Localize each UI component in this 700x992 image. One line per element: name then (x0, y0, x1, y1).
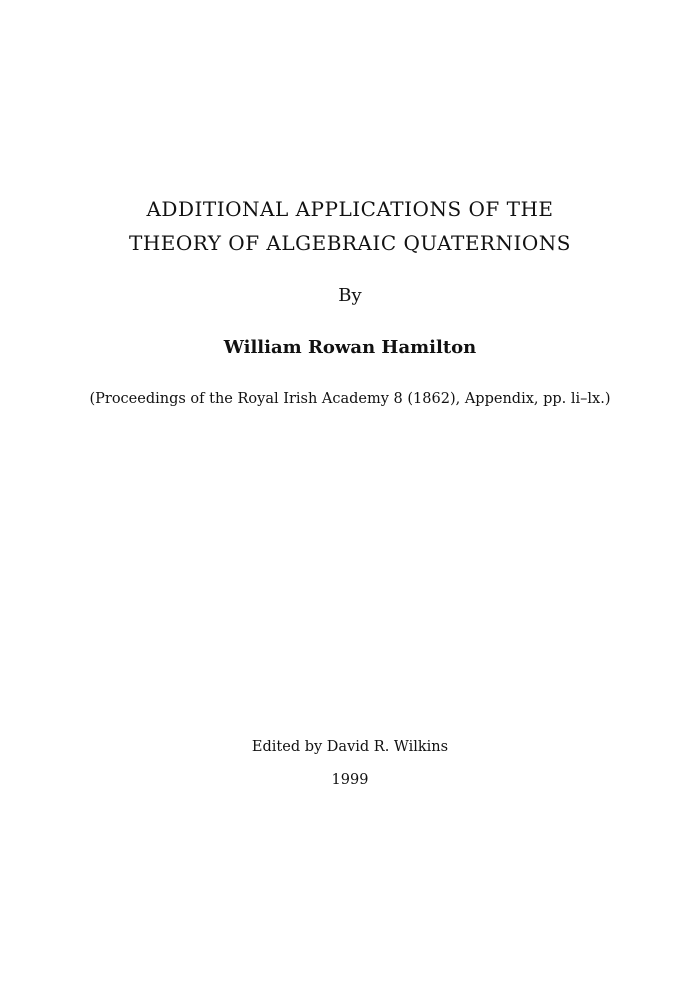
author-name: William Rowan Hamilton (223, 337, 477, 358)
title-line-2: THEORY OF ALGEBRAIC QUATERNIONS (129, 231, 571, 255)
editor-credit: Edited by David R. Wilkins (251, 739, 449, 755)
by-label: By (338, 285, 362, 306)
title-line-1: ADDITIONAL APPLICATIONS OF THE (146, 197, 554, 221)
source-citation: (Proceedings of the Royal Irish Academy 8 (1862), Appendix, pp. li–lx.) (89, 391, 611, 407)
publication-year: 1999 (331, 772, 369, 788)
